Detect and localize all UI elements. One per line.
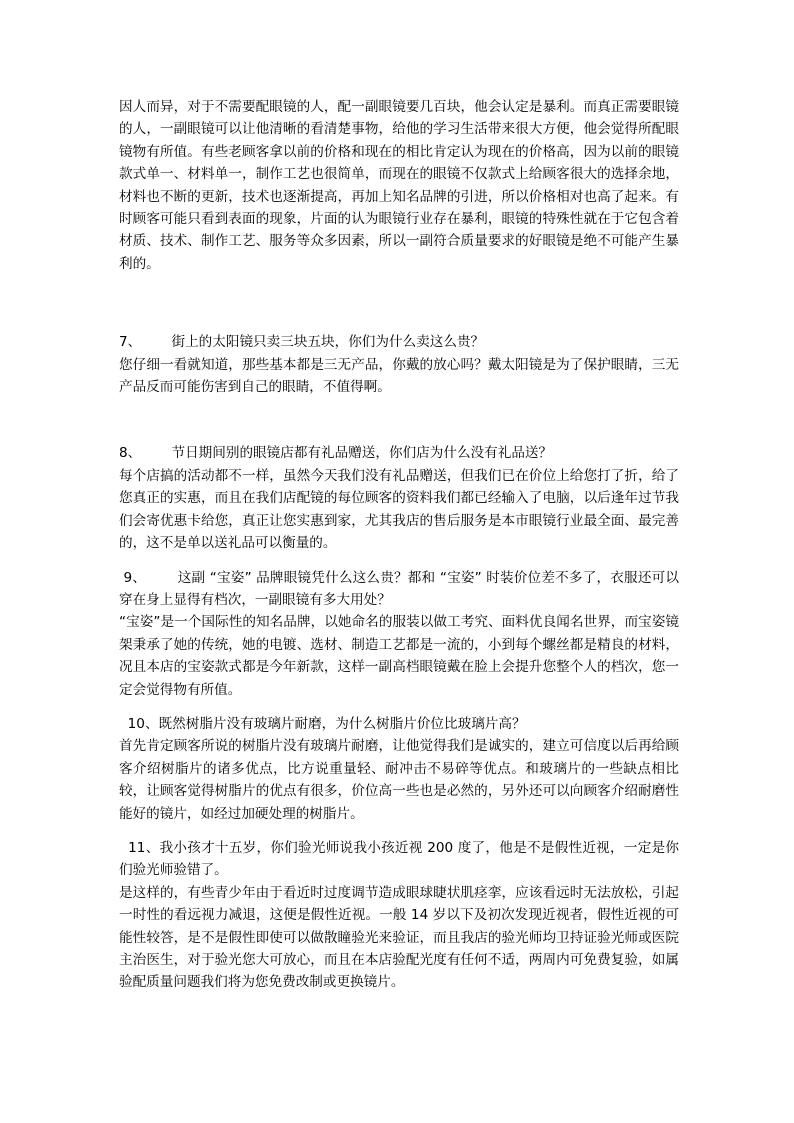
intro-paragraph: 因人而异，对于不需要配眼镜的人，配一副眼镜要几百块，他会认定是暴利。而真正需要眼镜的人，一副眼镜可以让他清晰的看清楚事物，给他的学习生活带来很大方便，他会觉得所配眼镜物有所值。有些老顾客拿以前的价格和现在的相比肯定认为现在的价格高，因为以前的眼镜款式单一、材料单一，制作工艺也很简单，而现在的眼镜不仅款式上给顾客很大的选择余地，材料也不断的更新，技术也逐渐提高，再加上知名品牌的引进，所以价格相对也高了起来。有时顾客可能只看到表面的现象，片面的认为眼镜行业存在暴利，眼镜的特殊性就在于它包含着材质、技术、制作工艺、服务等众多因素，所以一副符合质量要求的好眼镜是绝不可能产生暴利的。 (119, 99, 679, 272)
document-page (119, 96, 679, 994)
answer-9: “宝姿”是一个国际性的知名品牌，以她命名的服装以做工考究、面料优良闻名世界，而宝姿镜架秉承了她的传统，她的电镀、选材、制造工艺都是一流的，小到每个螺丝都是精良的材料，况且本店的宝姿款式都是今年新款，这样一副高档眼镜戴在脸上会提升您整个人的档次，您一定会觉得物有所值。 (119, 614, 679, 698)
question-7: 7、 街上的太阳镜只卖三块五块，你们为什么卖这么贵？ (119, 334, 485, 351)
spacer (119, 319, 679, 331)
answer-7: 您仔细一看就知道，那些基本都是三无产品，你戴的放心吗？戴太阳镜是为了保护眼睛，三无产品反而可能伤害到自己的眼睛，不值得啊。 (119, 356, 679, 396)
spacer (119, 275, 679, 319)
answer-10: 首先肯定顾客所说的树脂片没有玻璃片耐磨，让他觉得我们是诚实的，建立可信度以后再给顾客介绍树脂片的诸多优点，比方说重量轻、耐冲击不易碎等优点。和玻璃片的一些缺点相比较，让顾客觉得树脂片的优点有很多，价位高一些也是必然的，另外还可以向顾客介绍耐磨性能好的镜片，如经过加硬处理的树脂片。 (119, 738, 679, 822)
question-10: 10、既然树脂片没有玻璃片耐磨，为什么树脂片价位比玻璃片高？ (119, 715, 526, 732)
answer-11: 是这样的，有些青少年由于看近时过度调节造成眼球睫状肌痉挛，应该看远时无法放松，引起一时性的看远视力减退，这便是假性近视。一般 14 岁以下及初次发现近视者，假性近视的可能性较答，是不是假性即使可以做散瞳验光来验证，而且我店的验光师均卫持证验光师或医院主治医生，对于验光您大可放心，而且在本店验配光度有任何不适，两周内可免费复验，如属验配质量问题我们将为您免费改制或更换镜片。 (119, 884, 679, 991)
spacer (119, 398, 679, 442)
spacer (119, 825, 679, 837)
spacer (119, 555, 679, 567)
question-9: 9、 这副 “宝姿” 品牌眼镜凭什么这么贵？都和 “宝姿” 时装价位差不多了，衣服还可以穿在身上显得有档次，一副眼镜有多大用处？ (119, 569, 679, 608)
spacer (119, 701, 679, 713)
question-8: 8、 节日期间别的眼镜店都有礼品赠送，你们店为什么没有礼品送？ (119, 445, 553, 462)
answer-8: 每个店搞的活动都不一样，虽然今天我们没有礼品赠送，但我们已在价位上给您打了折，给了您真正的实惠，而且在我们店配镜的每位顾客的资料我们都已经输入了电脑，以后逢年过节我们会寄优惠卡给您，真正让您实惠到家，尤其我店的售后服务是本市眼镜行业最全面、最完善的，这不是单以送礼品可以衡量的。 (119, 467, 679, 552)
question-11: 11、我小孩才十五岁，你们验光师说我小孩近视 200 度了，他是不是假性近视，一定是你们验光师验错了。 (119, 839, 679, 879)
